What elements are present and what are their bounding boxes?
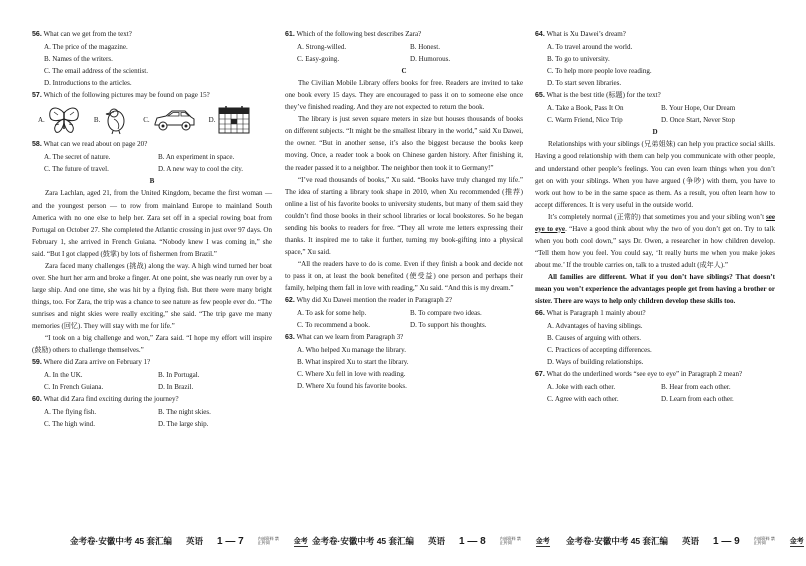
option: B. An experiment in space. <box>158 153 235 162</box>
question-64: 64. What is Xu Dawei’s dream? <box>535 30 626 38</box>
question-63: 63. What can we learn from Paragraph 3? <box>285 333 404 342</box>
option: B. The night skies. <box>158 408 211 417</box>
question-67: 67. What do the underlined words “see eye to eye” in Paragraph 2 mean? <box>535 370 743 379</box>
option: B. Honest. <box>410 43 440 52</box>
question-56-options <box>32 41 272 89</box>
picture-option: D. <box>209 105 252 135</box>
page-footer <box>70 535 310 547</box>
option: A. Strong-willed. <box>297 43 347 52</box>
option: A. In the UK. <box>44 371 83 380</box>
passage-paragraph: Zara faced many challenges (挑战) along the way. A high wind turned her boat over. She hurt her arm and broke a finger. At one point, she was nearly run over by a large ship. And one time, she was hit by a flying fish. But there were many bright things, too. For Zara, the trip was a chance to see nature as few people ever do. “The sunrises and night skies were really exciting,” she said. “The trip gave me many memories (回忆). They will stay with me for life.” <box>32 261 272 330</box>
option: B. Your Hope, Our Dream <box>661 104 736 113</box>
underlined-phrase: see eye to eye <box>535 212 775 233</box>
question-60-options <box>32 406 272 430</box>
passage-paragraph: “I’ve read thousands of books,” Xu said. “Books have truly changed my life.” The idea of starting a library took shape in 2010, when Xu recommended (推荐) online a list of his favorite books to university students, but many of them said they couldn’t find those books in their school libraries or local bookstores. So he began sending his books to readers for free. “They all wrote me letters expressing their thanks. It inspired me to take it further, turning my book-gifting into a physical space,” Xu said. <box>285 175 523 256</box>
footer-subject: 英语 <box>186 536 204 546</box>
footer-subject: 英语 <box>682 536 700 546</box>
page-footer <box>566 535 806 547</box>
option: C. Practices of accepting differences. <box>547 346 652 355</box>
passage-paragraph: The library is just seven square meters in size but houses thousands of books on different subjects. “It might be the smallest library in the world,” said Xu Dawei, the owner. “But in another sense, it’s also the biggest because the books keep moving. Once, a reader took a book on Chinese garden history. After finishing it, the reader passed it to a neighbor. The neighbor then took it to Germany!” <box>285 115 523 172</box>
section-heading-b: B <box>149 177 155 186</box>
question-60: 60. What did Zara find exciting during the journey? <box>32 395 179 404</box>
column-page-7 <box>32 28 272 430</box>
option: D. A new way to cool the city. <box>158 165 244 174</box>
footer-title: 金考卷·安徽中考 45 套汇编 <box>566 536 669 546</box>
page-number: 1 — 7 <box>217 535 244 547</box>
option: C. In French Guiana. <box>44 383 104 392</box>
option: B. In Portugal. <box>158 371 200 380</box>
option: C. To help more people love reading. <box>547 67 652 76</box>
passage-paragraph: The Civilian Mobile Library offers books for free. Readers are invited to take one book every 15 days. They are encouraged to pass it on to someone else once they’ve finished reading. And they are not expected to return the book. <box>285 79 523 112</box>
option: D. Where Xu found his favorite books. <box>297 382 407 391</box>
passage-paragraph: “All the readers have to do is come. Even if they finish a book and decide not to pass it on, at least the book benefited (使受益) one person and perhaps their family, helping them fall in love with reading,” Xu said. “And this is my dream.” <box>285 259 523 292</box>
picture-option: B. <box>94 105 130 135</box>
option: D. Humorous. <box>410 55 451 64</box>
passage-paragraph: It’s completely normal (正常的) that sometimes you and your sibling won’t see eye to eye. “Have a good think about why the two of you don’t get on. Try to talk when you both cool down,” says Dr. Owen, a researcher in how children develop. “Tell them how you feel. You could say, ‘It really hurts me when you make jokes about me.’ If the trouble carries on, talk to a trusted adult (成年人).” <box>535 212 776 269</box>
option: D. Once Start, Never Stop <box>661 116 735 125</box>
column-page-8 <box>285 28 523 392</box>
option: A. Who helped Xu manage the library. <box>297 346 406 355</box>
section-heading-d: D <box>652 128 658 137</box>
section-heading-c: C <box>401 67 407 76</box>
question-59-options <box>32 369 272 393</box>
page-footer <box>312 535 552 547</box>
option: B. To compare two ideas. <box>410 309 482 318</box>
footer-mark: 内部资料 禁止传阅 <box>257 535 279 545</box>
passage-paragraph: “I took on a big challenge and won,” Zara said. “I hope my effort will inspire (鼓励) others to challenge themselves.” <box>32 334 272 355</box>
question-58: 58. What can we read about on page 20? <box>32 140 148 149</box>
option: D. To start seven libraries. <box>547 79 622 88</box>
bird-icon <box>102 105 130 135</box>
option: D. Introductions to the articles. <box>44 79 132 88</box>
question-61-options <box>285 41 523 65</box>
question-61: 61. Which of the following best describes Zara? <box>285 30 422 38</box>
question-66-options <box>535 320 775 368</box>
option: C. The high wind. <box>44 420 95 429</box>
footer-logo: 金考 <box>293 537 308 545</box>
butterfly-icon <box>47 105 81 135</box>
option: B. To go to university. <box>547 55 610 64</box>
option: D. The large ship. <box>158 420 209 429</box>
calendar-icon <box>217 105 251 135</box>
option: B. Hear from each other. <box>661 383 731 392</box>
option: C. To recommend a book. <box>297 321 370 330</box>
question-57-pictures <box>32 102 272 138</box>
option: D. To support his thoughts. <box>410 321 487 330</box>
question-65-options <box>535 102 775 126</box>
option: B. Causes of arguing with others. <box>547 334 642 343</box>
page-number: 1 — 9 <box>713 535 740 547</box>
question-62: 62. Why did Xu Dawei mention the reader in Paragraph 2? <box>285 296 453 305</box>
column-page-9 <box>535 28 775 405</box>
question-65: 65. What is the best title (标题) for the text? <box>535 91 661 100</box>
option: A. To travel around the world. <box>547 43 633 52</box>
question-56: 56. What can we get from the text? <box>32 30 132 38</box>
option: C. The future of travel. <box>44 165 109 174</box>
option: B. Names of the writers. <box>44 55 113 64</box>
passage-paragraph: All families are different. What if you don’t have siblings? That doesn’t mean you won’t experience the advantages people get from having a brother or sister. There are ways to help only children develop these skills too. <box>535 272 775 306</box>
question-57: 57. Which of the following pictures may be found on page 15? <box>32 91 210 100</box>
question-63-options <box>285 344 523 392</box>
option: C. Warm Friend, Nice Trip <box>547 116 623 125</box>
picture-option: C. <box>143 107 195 133</box>
option: C. The email address of the scientist. <box>44 67 148 76</box>
page-number: 1 — 8 <box>459 535 486 547</box>
question-64-options <box>535 41 775 89</box>
option: C. Where Xu fell in love with reading. <box>297 370 406 379</box>
option: A. The price of the magazine. <box>44 43 128 52</box>
footer-subject: 英语 <box>428 536 446 546</box>
option: D. In Brazil. <box>158 383 194 392</box>
picture-option: A. <box>38 105 81 135</box>
option: A. Advantages of having siblings. <box>547 322 643 331</box>
option: A. The secret of nature. <box>44 153 111 162</box>
question-59: 59. Where did Zara arrive on February 1? <box>32 358 151 367</box>
option: A. To ask for some help. <box>297 309 367 318</box>
footer-logo: 金考 <box>535 537 550 545</box>
footer-title: 金考卷·安徽中考 45 套汇编 <box>312 536 415 546</box>
option: C. Easy-going. <box>297 55 340 64</box>
question-62-options <box>285 307 523 331</box>
footer-title: 金考卷·安徽中考 45 套汇编 <box>70 536 173 546</box>
footer-logo: 金考 <box>789 537 804 545</box>
question-58-options <box>32 151 272 175</box>
option: A. The flying fish. <box>44 408 97 417</box>
option: A. Joke with each other. <box>547 383 616 392</box>
passage-paragraph: Relationships with your siblings (兄弟姐妹) can help you practice social skills. Having a good relationship with them can help you communicate with other people, and understand other people’s feelings. You can even learn things when you don’t get on with your siblings. When you have argued (争吵) with them, you have to work out how to be in the same space as them. As a result, you often learn how to accept differences. It is very useful in the outside world. <box>535 140 775 209</box>
option: C. Agree with each other. <box>547 395 619 404</box>
option: D. Learn from each other. <box>661 395 734 404</box>
car-icon <box>152 107 196 133</box>
option: A. Take a Book, Pass It On <box>547 104 624 113</box>
passage-paragraph: Zara Lachlan, aged 21, from the United Kingdom, became the first woman — and the youngest person — to row from mainland Europe to mainland South America with no one else to help her. Zara set off in a special rowing boat from Portugal on October 27. She completed the Atlantic crossing in just over 97 days. On February 1, she arrived in French Guiana. “Nobody knew I was coming in,” she said. “But I got clapped (鼓掌) by lots of fishermen from Brazil.” <box>32 189 272 258</box>
option: B. What inspired Xu to start the library. <box>297 358 409 367</box>
option: D. Ways of building relationships. <box>547 358 644 367</box>
footer-mark: 内部资料 禁止传阅 <box>753 535 775 545</box>
question-67-options <box>535 381 775 405</box>
footer-mark: 内部资料 禁止传阅 <box>499 535 521 545</box>
question-66: 66. What is Paragraph 1 mainly about? <box>535 309 646 318</box>
